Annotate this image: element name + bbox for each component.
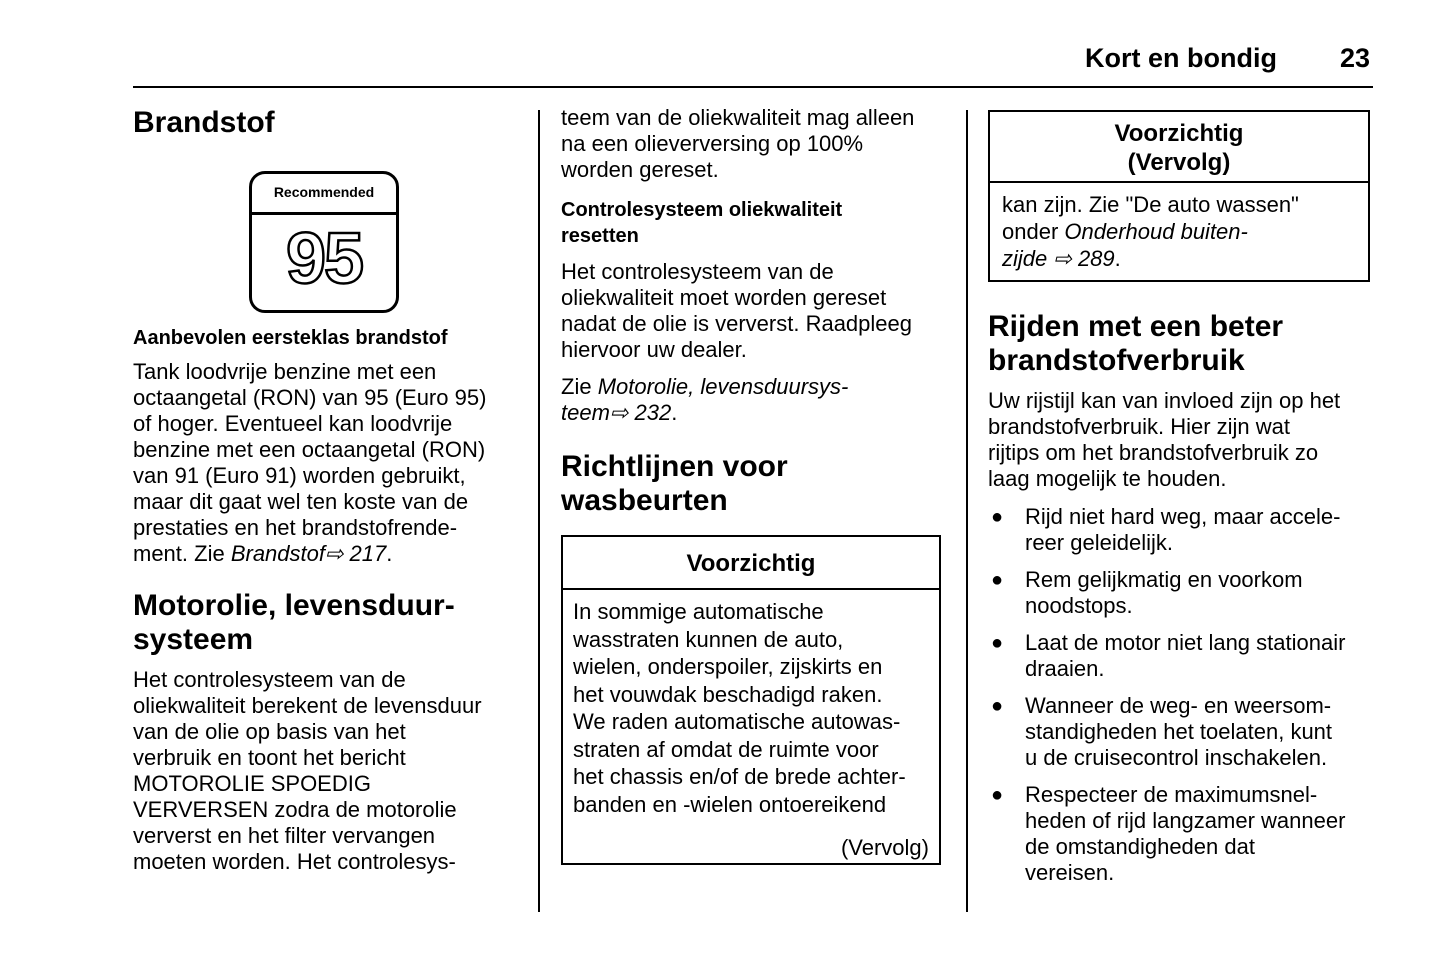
text-line: kan zijn. Zie "De auto wassen"	[1002, 192, 1299, 217]
fuel-caption: Aanbevolen eersteklas brandstof	[133, 327, 448, 349]
text-fragment: onder	[1002, 219, 1065, 244]
text-line: Het controlesysteem van de	[133, 667, 406, 692]
text-line: heden of rijd langzamer wanneer	[1025, 808, 1346, 833]
cross-reference-link[interactable]: Onderhoud buiten-	[1064, 219, 1248, 244]
text-line: straten af omdat de ruimte voor	[573, 736, 879, 762]
text-line: verbruik en toont het bericht	[133, 745, 406, 770]
ref-page: 289	[1077, 246, 1115, 271]
text-line	[1002, 218, 1358, 245]
ref-page: 217	[349, 541, 387, 566]
text-line: Het controlesysteem van de	[561, 259, 834, 284]
text-line	[561, 374, 946, 400]
fuel-paragraph	[133, 359, 518, 567]
text-line: na een olieverversing op 100%	[561, 131, 864, 156]
caution-continued-text	[990, 183, 1368, 280]
caution-continued-label: (Vervolg)	[840, 835, 929, 860]
badge-octane-number: 95	[285, 219, 363, 299]
text-line: u de cruisecontrol inschakelen.	[1025, 745, 1328, 770]
text-line: Respecteer de maximumsnel-	[1025, 782, 1318, 807]
text-line: van de olie op basis van het	[133, 719, 406, 744]
text-line: Tank loodvrije benzine met een	[133, 359, 437, 384]
text-line: prestaties en het brandstofrende-	[133, 515, 458, 540]
economy-paragraph	[988, 388, 1373, 492]
cross-reference-link[interactable]	[561, 400, 671, 425]
text-line: draaien.	[1025, 656, 1105, 681]
caution-box-continued	[988, 110, 1370, 282]
heading-line: systeem	[133, 623, 254, 656]
text-fragment: .	[386, 541, 393, 566]
text-line: Wanneer de weg- en weersom-	[1025, 693, 1332, 718]
text-line: oliekwaliteit berekent de levensduur	[133, 693, 482, 718]
economy-heading	[988, 310, 1373, 378]
text-line	[561, 400, 946, 426]
text-line: worden gereset.	[561, 157, 719, 182]
text-line	[133, 541, 518, 567]
text-line: maar dit gaat wel ten koste van de	[133, 489, 469, 514]
text-fragment: .	[1114, 246, 1121, 271]
text-line: brandstofverbruik. Hier zijn wat	[988, 414, 1291, 439]
ref-text: zijde	[1002, 246, 1048, 271]
text-line: wielen, onderspoiler, zijskirts en	[573, 654, 883, 679]
text-fragment: ment. Zie	[133, 541, 231, 566]
running-header-title: Kort en bondig	[1085, 43, 1277, 73]
recommended-fuel-badge	[249, 171, 399, 313]
subheading-line: resetten	[561, 225, 639, 247]
text-line: banden en -wielen ontoereikend	[573, 791, 887, 817]
text-line: Rijd niet hard weg, maar accele-	[1025, 504, 1341, 529]
header-rule	[133, 86, 1373, 88]
text-line: benzine met een octaangetal (RON)	[133, 437, 486, 462]
arrow-icon: ⇨	[609, 400, 629, 425]
reset-subheading	[561, 197, 946, 249]
text-line: noodstops.	[1025, 593, 1133, 618]
list-item	[988, 630, 1373, 682]
ref-page: 232	[634, 400, 672, 425]
column-divider-2	[966, 110, 968, 912]
bullet-icon: ●	[991, 569, 1004, 591]
caution-title: Voorzichtig	[563, 537, 939, 590]
text-line: laag mogelijk te houden.	[988, 466, 1227, 491]
text-line: hiervoor uw dealer.	[561, 337, 747, 362]
column-3	[988, 110, 1373, 897]
ref-text: Brandstof	[230, 541, 325, 566]
list-item	[988, 782, 1373, 886]
bullet-icon: ●	[991, 784, 1004, 806]
arrow-icon: ⇨	[1053, 246, 1072, 271]
text-line: het vouwdak beschadigd raken.	[573, 681, 883, 707]
cross-reference-link[interactable]	[231, 541, 386, 566]
text-line: of hoger. Eventueel kan loodvrije	[133, 411, 453, 436]
bullet-icon: ●	[991, 695, 1004, 717]
heading-line: wasbeurten	[561, 484, 728, 517]
text-line: MOTOROLIE SPOEDIG	[133, 771, 371, 796]
cross-reference-link[interactable]: Motorolie, levensduursys-	[597, 374, 849, 399]
text-line: rijtips om het brandstofverbruik zo	[988, 440, 1319, 465]
column-2	[561, 105, 946, 865]
column-1	[133, 100, 518, 875]
arrow-icon: ⇨	[324, 541, 344, 566]
text-line: van 91 (Euro 91) worden gebruikt,	[133, 463, 466, 488]
text-line: ververst en het filter vervangen	[133, 823, 436, 848]
column-divider-1	[538, 110, 540, 912]
text-line: We raden automatische autowas-	[573, 709, 901, 734]
oil-heading	[133, 589, 518, 657]
text-line: octaangetal (RON) van 95 (Euro 95)	[133, 385, 487, 410]
heading-line: Richtlijnen voor	[561, 450, 788, 483]
oil-paragraph	[133, 667, 518, 875]
heading-line: brandstofverbruik	[988, 344, 1245, 377]
title-line: (Vervolg)	[1127, 149, 1231, 176]
text-line: de omstandigheden dat	[1025, 834, 1255, 859]
tips-list	[988, 504, 1373, 886]
caution-continued-title	[990, 112, 1368, 183]
continued-paragraph	[561, 105, 946, 183]
text-line: Rem gelijkmatig en voorkom	[1025, 567, 1303, 592]
caution-text	[563, 590, 939, 818]
text-line: vereisen.	[1025, 860, 1115, 885]
ref-text: teem	[561, 400, 610, 425]
text-line: reer geleidelijk.	[1025, 530, 1173, 555]
text-line: oliekwaliteit moet worden gereset	[561, 285, 887, 310]
list-item	[988, 693, 1373, 771]
bullet-icon: ●	[991, 632, 1004, 654]
text-fragment: .	[671, 400, 678, 425]
see-also-paragraph	[561, 374, 946, 426]
text-line: standigheden het toelaten, kunt	[1025, 719, 1333, 744]
heading-line: Motorolie, levensduur-	[133, 589, 455, 622]
list-item	[988, 567, 1373, 619]
text-line: Uw rijstijl kan van invloed zijn op het	[988, 388, 1341, 413]
reset-paragraph	[561, 259, 946, 363]
title-line: Voorzichtig	[1114, 120, 1244, 147]
text-line: nadat de olie is ververst. Raadpleeg	[561, 311, 912, 336]
text-line: VERVERSEN zodra de motorolie	[133, 797, 457, 822]
wash-heading	[561, 450, 946, 518]
badge-label: Recommended	[252, 174, 396, 215]
text-line	[1002, 245, 1358, 272]
text-fragment: Zie	[561, 374, 598, 399]
text-line: Laat de motor niet lang stationair	[1025, 630, 1346, 655]
bullet-icon: ●	[991, 506, 1004, 528]
text-line: wasstraten kunnen de auto,	[573, 626, 844, 652]
subheading-line: Controlesysteem oliekwaliteit	[561, 199, 843, 221]
text-line: het chassis en/of de brede achter-	[573, 764, 906, 789]
caution-box	[561, 535, 941, 865]
list-item	[988, 504, 1373, 556]
fuel-heading: Brandstof	[133, 106, 275, 139]
heading-line: Rijden met een beter	[988, 310, 1284, 343]
text-line: In sommige automatische	[573, 599, 824, 624]
page-number: 23	[1340, 43, 1371, 73]
cross-reference-link[interactable]	[1002, 246, 1115, 271]
text-line: teem van de oliekwaliteit mag alleen	[561, 105, 915, 130]
text-line: moeten worden. Het controlesys-	[133, 849, 456, 874]
